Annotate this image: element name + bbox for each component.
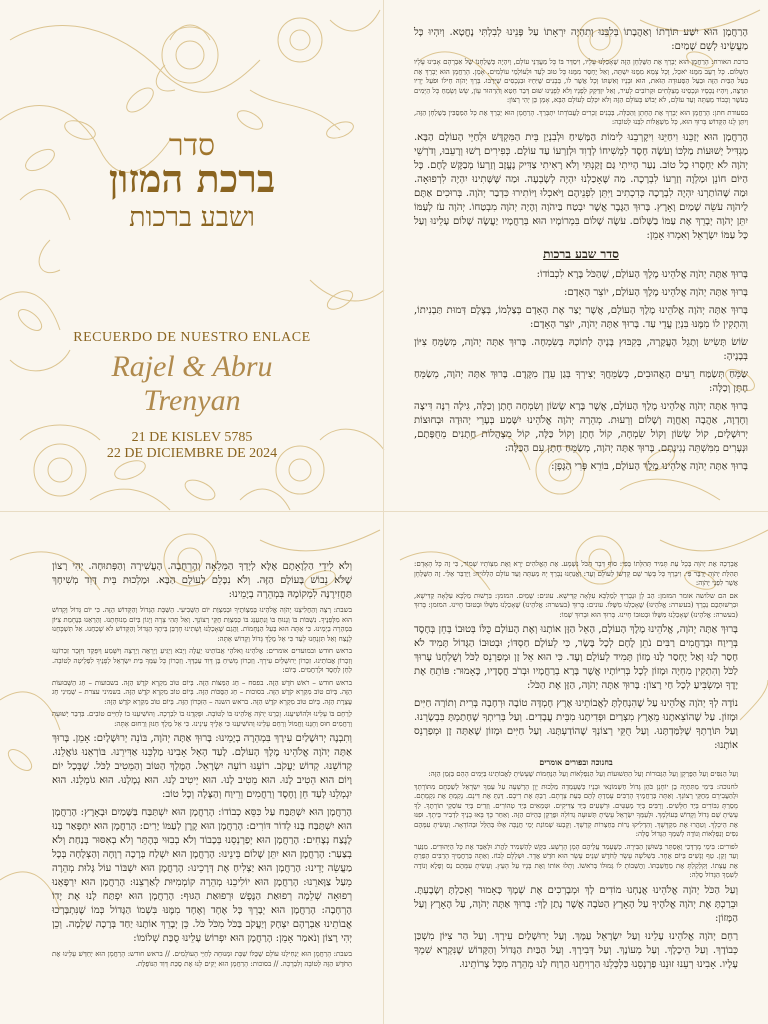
bracha-6: בָּרוּךְ אַתָּה יְהֹוָה אֱלֹהֵינוּ מֶלֶךְ הָעוֹלָם, אֲשֶׁר בָּרָא שָׂשׂוֹן וְשִׂמְחָה חָתָן וְכַלָּה, גִּילָה רִנָּה דִּיצָה וְחֶדְוָה, אַהֲבָה וְאַחֲוָה וְשָׁלוֹם וְרֵעוּת. מְהֵרָה יְהֹוָה אֱלֹהֵינוּ יִשָּׁמַע בְּעָרֵי יְהוּדָה וּבְחוּצוֹת יְרוּשָׁלָיִם, קוֹל שָׂשׂוֹן וְקוֹל שִׂמְחָה, קוֹל חָתָן וְקוֹל כַּלָּה, קוֹל מִצְהֲלוֹת חֲתָנִים מֵחֻפָּתָם, וּנְעָרִים מִמִּשְׁתֵּה נְגִינָתָם. בָּרוּךְ אַתָּה יְהֹוָה, מְשַׂמֵּחַ חָתָן עִם הַכַּלָּה:: [414, 400, 748, 454]
bracha-5: שַׂמֵּחַ תְּשַׂמַּח רֵעִים הָאֲהוּבִים, כְּשַׂמֵּחֲךָ יְצִירְךָ בְּגַן עֵדֶן מִקֶּדֶם. בָּרוּךְ אַתָּה יְהֹוָה, מְשַׂמֵּחַ חָתָן וְכַלָּה:: [414, 368, 748, 394]
purim-insert: לפורים: בִּימֵי מָרְדְּכַי וְאֶסְתֵּר בְּשׁוּשַׁן הַבִּירָה. כְּשֶׁעָמַד עֲלֵיהֶם הָמָן הָרָשָׁע. בִּקֵּשׁ לְהַשְׁמִיד לַהֲרֹג וּלְאַבֵּד אֶת כָּל הַיְּהוּדִים. מִנַּעַר וְעַד זָקֵן. טַף וְנָשִׁים בְּיוֹם אֶחָד. בִּשְׁלֹשָׁה עָשָׂר לְחֹדֶשׁ שְׁנֵים עָשָׂר הוּא חֹדֶשׁ אֲדָר. וּשְׁלָלָם לָבוֹז. וְאַתָּה בְּרַחֲמֶיךָ הָרַבִּים הֵפַרְתָּ אֶת עֲצָתוֹ. וְקִלְקַלְתָּ אֶת מַחֲשַׁבְתּוֹ. וַהֲשֵׁבוֹתָ לוֹ גְּמוּלוֹ בְּרֹאשׁוֹ. וְתָלוּ אוֹתוֹ וְאֶת בָּנָיו עַל הָעֵץ. וְעָשִׂיתָ עִמָּהֶם נֵס וָפֶלֶא וְנוֹדֶה לְשִׁמְךָ הַגָּדוֹל סֶלָה:: [414, 842, 738, 879]
al-hanisim: וְעַל הַנִּסִּים וְעַל הַפֻּרְקָן וְעַל הַגְּבוּרוֹת וְעַל הַתְּשׁוּעוֹת וְעַל הַנִּפְלָאוֹת וְעַל הַנֶּחָמוֹת שֶׁעָשִׂיתָ לַאֲבוֹתֵינוּ בַּיָּמִים הָהֵם בַּזְּמַן הַזֶּה:: [428, 770, 738, 778]
shabbat-retze: בשבת: רְצֵה וְהַחֲלִיצֵנוּ יְהֹוָה אֱלֹהֵינוּ בְּמִצְוֹתֶיךָ וּבְמִצְוַת יוֹם הַשְּׁבִיעִי. הַשַּׁבָּת הַגָּדוֹל וְהַקָּדוֹשׁ הַזֶּה. כִּי יוֹם גָּדוֹל וְקָדוֹשׁ הוּא מִלְּפָנֶיךָ. נִשְׁבּוֹת בּוֹ וְנָנוּחַ בּוֹ וְנִתְעַנֵּג בּוֹ כְּמִצְוַת חֻקֵּי רְצוֹנָךְ. וְאַל תְּהִי צָרָה וְיָגוֹן בְּיוֹם מְנוּחָתֵנוּ. וְהַרְאֵנוּ בְּנֶחָמַת צִיּוֹן בִּמְהֵרָה בְיָמֵינוּ. כִּי אַתָּה הוּא בַּעַל הַנֶּחָמוֹת. וַהֲגַם שֶׁאָכַלְנוּ וְשָׁתִינוּ חָרְבַּן בֵּיתְךָ הַגָּדוֹל וְהַקָּדוֹשׁ לֹא שָׁכַחְנוּ. אַל תִּשְׁכָּחֵנוּ לָנֶצַח וְאַל תִּזְנָחֵנוּ לָעַד כִּי אֵל מֶלֶךְ גָּדוֹל וְקָדוֹשׁ אָתָּה:: [52, 606, 352, 643]
cover-seder: סדר: [168, 128, 216, 163]
sheva-brachot-title: סדר שבע ברכות: [543, 246, 619, 261]
date-hebrew: 21 DE KISLEV 5785: [131, 430, 253, 445]
avarcha-intro: אֲבָרְכָה אֶת יְהֹוָה בְּכָל עֵת תָּמִיד תְּהִלָּתוֹ בְּפִי: סוֹף דָּבָר הַכֹּל נִשְׁמָע. אֶת הָאֱלֹהִים יְרָא וְאֶת מִצְוֹתָיו שְׁמוֹר, כִּי זֶה כָּל הָאָדָם: תְּהִלַּת יְהֹוָה יְדַבֶּר פִּי. וִיבָרֵךְ כָּל בָּשָׂר שֵׁם קָדְשׁוֹ לְעוֹלָם וָעֶד: וַאֲנַחְנוּ נְבָרֵךְ יָהּ מֵעַתָּה וְעַד עוֹלָם הַלְלוּיָהּ: וַיְדַבֵּר אֵלַי. זֶה הַשֻּׁלְחָן אֲשֶׁר לִפְנֵי יְהֹוָה:: [414, 560, 738, 587]
cover-title: ברכת המזון: [108, 156, 276, 201]
yaale-veyavo: בראש חודש ובמועדים אומרים: אֱלֹהֵינוּ וֵאלֹהֵי אֲבוֹתֵינוּ יַעֲלֶה וְיָבֹא וְיַגִּיעַ וְיֵרָאֶה וְיֵרָצֶה וְיִשָּׁמַע וְיִפָּקֵד וְיִזָּכֵר זִכְרוֹנֵנוּ וְזִכְרוֹן אֲבוֹתֵינוּ. זִכְרוֹן יְרוּשָׁלַיִם עִירָךְ. וְזִכְרוֹן מָשִׁיחַ בֶּן דָּוִד עַבְדָּךְ. וְזִכְרוֹן כָּל עַמְּךָ בֵּית יִשְׂרָאֵל לְפָנֶיךָ לִפְלֵיטָה לְטוֹבָה. לְחֵן לְחֶסֶד וּלְרַחֲמִים. בְּיוֹם:: [52, 647, 352, 674]
cover-panel: [0, 0, 384, 512]
bracha-7: בָּרוּךְ אַתָּה יְהֹוָה אֱלֹהֵינוּ מֶלֶךְ הָעוֹלָם, בּוֹרֵא פְּרִי הַגָּפֶן:: [551, 460, 748, 472]
special-harachaman: בשבת: הָרַחֲמָן הוּא יַנְחִילֵנוּ עוֹלָם שֶׁכֻּלּוֹ שַׁבָּת וּמְנוּחָה לְחַיֵּי הָעוֹלָמִים. // בראש חודש: הָרַחֲמָן הוּא יְחַדֵּשׁ עָלֵינוּ אֶת הַחֹדֶשׁ הַזֶּה לְטוֹבָה וְלִבְרָכָה. // בסוכות: הָרַחֲמָן הוּא יָקִים לָנוּ אֶת סֻכַּת דָּוִד הַנּוֹפֶלֶת.: [52, 950, 352, 968]
text-panel-bottom-left: [0, 512, 384, 1024]
al-hanisim-heading: בחנוכה ובפורים אומרים: [539, 757, 613, 767]
vlo-lidei-matnat: וְלֹא לִידֵי הַלְוָאָתָם אֶלָּא לְיָדְךָ הַמְּלֵאָה וְהָרְחָבָה. הָעֲשִׁירָה וְהַפְּתוּחָה. יְהִי רָצוֹן שֶׁלֹּא נֵבוֹשׁ בָּעוֹלָם הַזֶּה. וְלֹא נִכָּלֵם לָעוֹלָם הַבָּא. וּמַלְכוּת בֵּית דָּוִד מְשִׁיחָךְ תַּחֲזִירֶנָּה לִמְקוֹמָהּ בִּמְהֵרָה בְיָמֵינוּ:: [52, 561, 352, 600]
node-lecha: נוֹדֶה לְךָ יְהֹוָה אֱלֹהֵינוּ עַל שֶׁהִנְחַלְתָּ לַאֲבוֹתֵינוּ אֶרֶץ חֶמְדָּה טוֹבָה וּרְחָבָה בְּרִית וְתוֹרָה חַיִּים וּמָזוֹן. עַל שֶׁהוֹצֵאתָנוּ מֵאֶרֶץ מִצְרַיִם וּפְדִיתָנוּ מִבֵּית עֲבָדִים. וְעַל בְּרִיתְךָ שֶׁחָתַמְתָּ בִּבְשָׂרֵנוּ. וְעַל תּוֹרָתְךָ שֶׁלִּמַּדְתָּנוּ. וְעַל חֻקֵּי רְצוֹנְךָ שֶׁהוֹדַעְתָּנוּ. וְעַל חַיִּים וּמָזוֹן שֶׁאַתָּה זָן וּמְפַרְנֵס אוֹתָנוּ:: [414, 698, 738, 751]
text-panel-top-right: [384, 0, 768, 512]
holiday-inserts: בראש חודש – רֹאשׁ חֹדֶשׁ הַזֶּה. בפסח – חַג הַמַּצּוֹת הַזֶּה. בְּיוֹם טוֹב מִקְרָא קֹדֶשׁ הַזֶּה. בשבועות – חַג הַשָּׁבוּעוֹת הַזֶּה. בְּיוֹם טוֹב מִקְרָא קֹדֶשׁ הַזֶּה. בסוכות – חַג הַסֻּכּוֹת הַזֶּה. בְּיוֹם טוֹב מִקְרָא קֹדֶשׁ הַזֶּה. בשמיני עצרת – שְׁמִינִי חַג עֲצֶרֶת הַזֶּה. בְּיוֹם טוֹב מִקְרָא קֹדֶשׁ הַזֶּה. בראש השנה – הַזִּכָּרוֹן הַזֶּה. בְּיוֹם טוֹב מִקְרָא קֹדֶשׁ הַזֶּה:: [52, 678, 352, 706]
bracha-3: בָּרוּךְ אַתָּה יְהֹוָה אֱלֹהֵינוּ מֶלֶךְ הָעוֹלָם, אֲשֶׁר יָצַר אֶת הָאָדָם בְּצַלְמוֹ, בְּצֶלֶם דְּמוּת תַּבְנִיתוֹ, וְהִתְקִין לוֹ מִמֶּנּוּ בִּנְיַן עֲדֵי עַד. בָּרוּךְ אַתָּה יְהֹוָה, יוֹצֵר הָאָדָם:: [414, 304, 748, 330]
veal-hakol: וְעַל הַכֹּל יְהֹוָה אֱלֹהֵינוּ אֲנַחְנוּ מוֹדִים לָךְ וּמְבָרְכִים אֶת שְׁמָךְ כָּאָמוּר וְאָכַלְתָּ וְשָׂבָעְתָּ. וּבֵרַכְתָּ אֶת יְהֹוָה אֱלֹהֶיךָ עַל הָאָרֶץ הַטֹּבָה אֲשֶׁר נָתַן לָךְ: בָּרוּךְ אַתָּה יְהֹוָה, עַל הָאָרֶץ וְעַל הַמָּזוֹן:: [414, 884, 738, 924]
groom-meal-blessing: בסעודת חתן: הָרַחֲמָן הוּא יְבָרֵךְ אֶת הֶחָתָן וְהַכַּלָּה, בְּבָנִים זְכָרִים לַעֲבוֹדָתוֹ יִתְבָּרַךְ. הָרַחֲמָן הוּא יְבָרֵךְ אֶת כָּל הַמְּסֻבִּין בְּשֻׁלְחָן הַזֶּה, וְיִתֵּן לָנוּ הַקָּדוֹשׁ בָּרוּךְ הוּא, כָּל מִשְׁאֲלוֹת לִבֵּנוּ לְטוֹבָה:: [414, 108, 748, 126]
chanukah-insert: לחנוכה: בִּימֵי מַתִּתְיָה בֶן יוֹחָנָן כֹּהֵן גָּדוֹל חַשְׁמוֹנַאי וּבָנָיו כְּשֶׁעָמְדָה מַלְכוּת יָוָן הָרְשָׁעָה עַל עַמְּךָ יִשְׂרָאֵל לְשַׁכְּחָם מִתּוֹרָתָךְ וּלְהַעֲבִירָם מֵחֻקֵּי רְצוֹנָךְ. וְאַתָּה בְּרַחֲמֶיךָ הָרַבִּים עָמַדְתָּ לָהֶם בְּעֵת צָרָתָם. רַבְתָּ אֶת רִיבָם. דַּנְתָּ אֶת דִּינָם. נָקַמְתָּ אֶת נִקְמָתָם. מָסַרְתָּ גִבּוֹרִים בְּיַד חַלָּשִׁים. וְרַבִּים בְּיַד מְעַטִּים. וּרְשָׁעִים בְּיַד צַדִּיקִים. וּטְמֵאִים בְּיַד טְהוֹרִים. וְזֵדִים בְּיַד עוֹסְקֵי תוֹרָתֶךָ. לְךָ עָשִׂיתָ שֵׁם גָּדוֹל וְקָדוֹשׁ בְּעוֹלָמָךְ. וּלְעַמְּךָ יִשְׂרָאֵל עָשִׂיתָ תְּשׁוּעָה גְדוֹלָה וּפֻרְקָן כְּהַיּוֹם הַזֶּה. וְאַחַר כָּךְ בָּאוּ בָנֶיךָ לִדְבִיר בֵּיתָךְ. וּפִנּוּ אֶת הֵיכָלָךְ. וְטִהֲרוּ אֶת מִקְדָּשָׁךְ. וְהִדְלִיקוּ נֵרוֹת בְּחַצְרוֹת קָדְשָׁךְ. וְקָבְעוּ שְׁמוֹנַת יְמֵי חֲנֻכָּה אֵלּוּ בְּהַלֵּל וּבְהוֹדָאָה. וְעָשִׂיתָ עִמָּהֶם נִסִּים וְנִפְלָאוֹת וְנוֹדֶה לְשִׁמְךָ הַגָּדוֹל סֶלָה:: [414, 782, 738, 838]
bracha-1: בָּרוּךְ אַתָּה יְהֹוָה אֱלֹהֵינוּ מֶלֶךְ הָעוֹלָם, שֶׁהַכֹּל בָּרָא לִכְבוֹדוֹ:: [536, 268, 748, 280]
rachem: רַחֵם יְהֹוָה אֱלֹהֵינוּ עָלֵינוּ וְעַל יִשְׂרָאֵל עַמָּךְ. וְעַל יְרוּשָׁלַיִם עִירָךְ. וְעַל הַר צִיּוֹן מִשְׁכַּן כְּבוֹדָךְ. וְעַל הֵיכָלָךְ. וְעַל מְעוֹנָךְ. וְעַל דְּבִירָךְ. וְעַל הַבַּיִת הַגָּדוֹל וְהַקָּדוֹשׁ שֶׁנִּקְרָא שִׁמְךָ עָלָיו. אָבִינוּ רְעֵנוּ זוּנֵנוּ פַרְנְסֵנוּ כַּלְכְּלֵנוּ הַרְוִיחֵנוּ הַרְוַח לָנוּ מְהֵרָה מִכָּל צָרוֹתֵינוּ.: [414, 930, 738, 970]
date-gregorian: 22 DE DICIEMBRE DE 2024: [106, 446, 278, 461]
lerachem-bo: לְרַחֵם בּוֹ עָלֵינוּ וּלְהוֹשִׁיעֵנוּ. זָכְרֵנוּ יְהֹוָה אֱלֹהֵינוּ בּוֹ לְטוֹבָה. וּפָקְדֵנוּ בוֹ לִבְרָכָה. וְהוֹשִׁיעֵנוּ בוֹ לְחַיִּים טוֹבִים. בִּדְבַר יְשׁוּעָה וְרַחֲמִים חוּס וְחָנֵּנוּ וַחֲמוֹל וְרַחֵם עָלֵינוּ וְהוֹשִׁיעֵנוּ כִּי אֵלֶיךָ עֵינֵינוּ. כִּי אֵל מֶלֶךְ חַנּוּן וְרַחוּם אָתָּה:: [52, 710, 352, 728]
text-panel-bottom-right: [384, 512, 768, 1024]
guest-blessing: ברכת האורח: הָרַחֲמָן הוּא יְבָרֵךְ אֶת הַשֻּׁלְחָן הַזֶּה שֶׁאָכַלְנוּ עָלָיו, וִיסַדֵּר בּוֹ כָּל מַעֲדַנֵּי עוֹלָם, וְיִהְיֶה כְּשֻׁלְחָנוֹ שֶׁל אַבְרָהָם אָבִינוּ עָלָיו הַשָּׁלוֹם. כָּל רָעֵב מִמֶּנּוּ יֹאכַל, וְכָל צָמֵא מִמֶּנּוּ יִשְׁתֶּה, וְאַל יֶחְסַר מִמֶּנּוּ כָּל טוּב לָעַד וּלְעוֹלְמֵי עוֹלָמִים. אָמֵן. הָרַחֲמָן הוּא יְבָרֵךְ אֶת בַּעַל הַבַּיִת הַזֶּה וּבַעַל הַסְּעוּדָה הַזֹּאת, הוּא וּבָנָיו וְאִשְׁתּוֹ וְכָל אֲשֶׁר לוֹ, בְּבָנִים שֶׁיִּחְיוּ וּבִנְכָסִים שֶׁיִּרְבּוּ. בָּרֵךְ יְהֹוָה חֵילוֹ וּפֹעַל יָדָיו תִּרְצֶה, וְיִהְיוּ נְכָסָיו וּנְכָסֵינוּ מֻצְלָחִים וּקְרוֹבִים לָעִיר, וְאַל יִזְדַּקֵּק לְפָנָיו וְלֹא לְפָנֵינוּ שׁוּם דְּבַר חֵטְא וְהִרְהוּר עָוֹן, שָׂשׂ וְשָׂמֵחַ כָּל הַיָּמִים בְּעֹשֶׁר וְכָבוֹד מֵעַתָּה וְעַד עוֹלָם, לֹא יֵבוֹשׁ בָּעוֹלָם הַזֶּה וְלֹא יִכָּלֵם לָעוֹלָם הַבָּא, אָמֵן כֵּן יְהִי רָצוֹן:: [414, 58, 748, 104]
couple-names-line1: Rajel & Abru: [111, 350, 273, 383]
harachaman-torah: הָרַחֲמָן הוּא יִשַּׁע תּוֹרָתוֹ וְאַהֲבָתוֹ בְּלִבֵּנוּ וְתִהְיֶה יִרְאָתוֹ עַל פָּנֵינוּ לְבִלְתִּי נֶחֱטָא. וְיִהְיוּ כָּל מַעֲשֵׂינוּ לְשֵׁם שָׁמַיִם:: [414, 27, 748, 52]
couple-names-line2: Trenyan: [143, 384, 241, 417]
harachaman-mashiach: הָרַחֲמָן הוּא יְזַכֵּנוּ וִיחַיֵּנוּ וִיקָרְבֵנוּ לִימוֹת הַמָּשִׁיחַ וּלְבִנְיַן בֵּית הַמִּקְדָּשׁ וּלְחַיֵּי הָעוֹלָם הַבָּא. מַגְדִּיל יְשׁוּעוֹת מַלְכּוֹ וְעֹשֶׂה חֶסֶד לִמְשִׁיחוֹ לְדָוִד וּלְזַרְעוֹ עַד עוֹלָם. כְּפִירִים רָשׁוּ וְרָעֵבוּ, וְדֹרְשֵׁי יְהֹוָה לֹא יַחְסְרוּ כָל טוֹב. נַעַר הָיִיתִי גַּם זָקַנְתִּי וְלֹא רָאִיתִי צַדִּיק נֶעֱזָב וְזַרְעוֹ מְבַקֶּשׁ לָחֶם. כָּל הַיּוֹם חוֹנֵן וּמַלְוֶה וְזַרְעוֹ לִבְרָכָה. מַה שֶּׁאָכַלְנוּ יִהְיֶה לְשָׂבְעָה. וּמַה שֶּׁשָּׁתִינוּ יִהְיֶה לִרְפוּאָה. וּמַה שֶּׁהוֹתַרְנוּ יִהְיֶה לִבְרָכָה כְּדִכְתִיב וַיִּתֵּן לִפְנֵיהֶם וַיֹּאכְלוּ וַיּוֹתִירוּ כִּדְבַר יְהֹוָה. בְּרוּכִים אַתֶּם לַיהֹוָה עֹשֵׂה שָׁמַיִם וָאָרֶץ. בָּרוּךְ הַגֶּבֶר אֲשֶׁר יִבְטַח בַּיהֹוָה וְהָיָה יְהֹוָה מִבְטַחוֹ. יְהֹוָה עֹז לְעַמּוֹ יִתֵּן יְהֹוָה יְבָרֵךְ אֶת עַמּוֹ בַשָּׁלוֹם. עֹשֶׂה שָׁלוֹם בִּמְרוֹמָיו הוּא בְּרַחֲמָיו יַעֲשֶׂה שָׁלוֹם עָלֵינוּ וְעַל כָּל עַמּוֹ יִשְׂרָאֵל וְאִמְרוּ אָמֵן:: [414, 131, 748, 241]
couple-names: [0, 350, 384, 418]
zimun: אם הם שלושה אומר המזמן: הַב לָן וּנְבָרִיךְ לְמַלְכָּא עִלָּאָה קַדִּישָׁא. עונים: שָׁמַיִם. המזמן: בִּרְשׁוּת מַלְכָּא עִלָּאָה קַדִּישָׁא, וּבִרְשׁוּתְכֶם נְבָרֵךְ (בעשרה: אֱלֹהֵינוּ) שֶׁאָכַלְנוּ מִשֶּׁלּוֹ. עונים: בָּרוּךְ (בעשרה: אֱלֹהֵינוּ) שֶׁאָכַלְנוּ מִשֶּׁלּוֹ וּבְטוּבוֹ חָיִינוּ. המזמן: בָּרוּךְ (בעשרה: אֱלֹהֵינוּ) שֶׁאָכַלְנוּ מִשֶּׁלּוֹ וּבְטוּבוֹ חָיִינוּ. בָּרוּךְ הוּא וּבָרוּךְ שְׁמוֹ:: [414, 591, 738, 619]
bracha-2: בָּרוּךְ אַתָּה יְהֹוָה אֱלֹהֵינוּ מֶלֶךְ הָעוֹלָם, יוֹצֵר הָאָדָם:: [564, 286, 748, 298]
vetivne-yerushalayim: וְתִבְנֶה יְרוּשָׁלַיִם עִירָךְ בִּמְהֵרָה בְיָמֵינוּ: בָּרוּךְ אַתָּה יְהֹוָה, בּוֹנֵה יְרוּשָׁלָיִם: אָמֵן. בָּרוּךְ אַתָּה יְהֹוָה אֱלֹהֵינוּ מֶלֶךְ הָעוֹלָם. לָעַד הָאֵל אָבִינוּ מַלְכֵּנוּ אַדִּירֵנוּ. בּוֹרְאֵנוּ גּוֹאֲלֵנוּ. קְדוֹשֵׁנוּ. קְדוֹשׁ יַעֲקֹב. רוֹעֵנוּ רוֹעֵה יִשְׂרָאֵל. הַמֶּלֶךְ הַטּוֹב וְהַמֵּטִיב לַכֹּל. שֶׁבְּכָל יוֹם וָיוֹם הוּא הֵטִיב לָנוּ. הוּא מֵטִיב לָנוּ. הוּא יֵיטִיב לָנוּ. הוּא גְמָלָנוּ. הוּא גוֹמְלֵנוּ. הוּא יִגְמְלֵנוּ לָעַד חֵן וָחֶסֶד וְרַחֲמִים וְרֵיוַח וְהַצָּלָה וְכָל טוֹב:: [52, 733, 352, 800]
cover-subtitle: ושבע ברכות: [129, 202, 255, 233]
cover-recuerdo: RECUERDO DE NUESTRO ENLACE: [73, 330, 311, 345]
hazan-et-hakol: בָּרוּךְ אַתָּה יְהֹוָה, אֱלֹהֵינוּ מֶלֶךְ הָעוֹלָם, הָאֵל הַזָּן אוֹתָנוּ וְאֶת הָעוֹלָם כֻּלּוֹ בְּטוּבוֹ בְּחֵן בְּחֶסֶד בְּרֵיוַח וּבְרַחֲמִים רַבִּים נֹתֵן לֶחֶם לְכָל בָּשָׂר, כִּי לְעוֹלָם חַסְדּוֹ; וּבְטוּבוֹ הַגָּדוֹל תָּמִיד לֹא חָסַר לָנוּ וְאַל יֶחְסַר לָנוּ מָזוֹן תָּמִיד לְעוֹלָם וָעֶד. כִּי הוּא אֵל זָן וּמְפַרְנֵס לַכֹּל וְשֻׁלְחָנוֹ עָרוּךְ לַכֹּל וְהִתְקִין מִחְיָה וּמָזוֹן לְכָל בְּרִיּוֹתָיו אֲשֶׁר בָּרָא בְרַחֲמָיו וּבְרֹב חֲסָדָיו, כָּאָמוּר: פּוֹתֵחַ אֶת יָדֶךָ וּמַשְׂבִּיעַ לְכָל חַי רָצוֹן: בָּרוּךְ אַתָּה יְהֹוָה, הַזָּן אֶת הַכֹּל:: [414, 624, 738, 691]
harachaman-list: הָרַחֲמָן הוּא יִשְׁתַּבַּח עַל כִּסֵּא כְבוֹדוֹ: הָרַחֲמָן הוּא יִשְׁתַּבַּח בַּשָּׁמַיִם וּבָאָרֶץ: הָרַחֲמָן הוּא יִשְׁתַּבַּח בָּנוּ לְדוֹר דּוֹרִים: הָרַחֲמָן הוּא קֶרֶן לְעַמּוֹ יָרִים: הָרַחֲמָן הוּא יִתְפָּאַר בָּנוּ לָנֶצַח נְצָחִים: הָרַחֲמָן הוּא יְפַרְנְסֵנוּ בְּכָבוֹד וְלֹא בְבִזּוּי בְּהֶתֵּר וְלֹא בְאִסּוּר בְּנַחַת וְלֹא בְצַעַר: הָרַחֲמָן הוּא יִתֵּן שָׁלוֹם בֵּינֵינוּ: הָרַחֲמָן הוּא יִשְׁלַח בְּרָכָה רְוָחָה וְהַצְלָחָה בְּכָל מַעֲשֵׂה יָדֵינוּ: הָרַחֲמָן הוּא יַצְלִיחַ אֶת דְּרָכֵינוּ: הָרַחֲמָן הוּא יִשְׁבּוֹר עוֹל גָּלוּת מְהֵרָה מֵעַל צַוָּארֵנוּ: הָרַחֲמָן הוּא יוֹלִיכֵנוּ מְהֵרָה קוֹמְמִיּוּת לְאַרְצֵנוּ: הָרַחֲמָן הוּא יִרְפָּאֵנוּ רְפוּאָה שְׁלֵמָה רְפוּאַת הַנֶּפֶשׁ וּרְפוּאַת הַגּוּף: הָרַחֲמָן הוּא יִפְתַּח לָנוּ אֶת יָדוֹ הָרְחָבָה: הָרַחֲמָן הוּא יְבָרֵךְ כָּל אֶחָד וְאֶחָד מִמֶּנּוּ בִּשְׁמוֹ הַגָּדוֹל כְּמוֹ שֶׁנִּתְבָּרְכוּ אֲבוֹתֵינוּ אַבְרָהָם יִצְחָק וְיַעֲקֹב בַּכֹּל מִכֹּל כֹּל. כֵּן יְבָרֵךְ אוֹתָנוּ יַחַד בְּרָכָה שְׁלֵמָה. וְכֵן יְהִי רָצוֹן וְנֹאמַר אָמֵן: הָרַחֲמָן הוּא יִפְרוֹשׂ עָלֵינוּ סֻכַּת שְׁלוֹמוֹ:: [52, 807, 352, 944]
bracha-4: שׂוֹשׂ תָּשִׂישׂ וְתָגֵל הָעֲקָרָה, בְּקִבּוּץ בָּנֶיהָ לְתוֹכָהּ בְּשִׂמְחָה. בָּרוּךְ אַתָּה יְהֹוָה, מְשַׂמֵּחַ צִיּוֹן בְּבָנֶיהָ:: [414, 336, 748, 362]
